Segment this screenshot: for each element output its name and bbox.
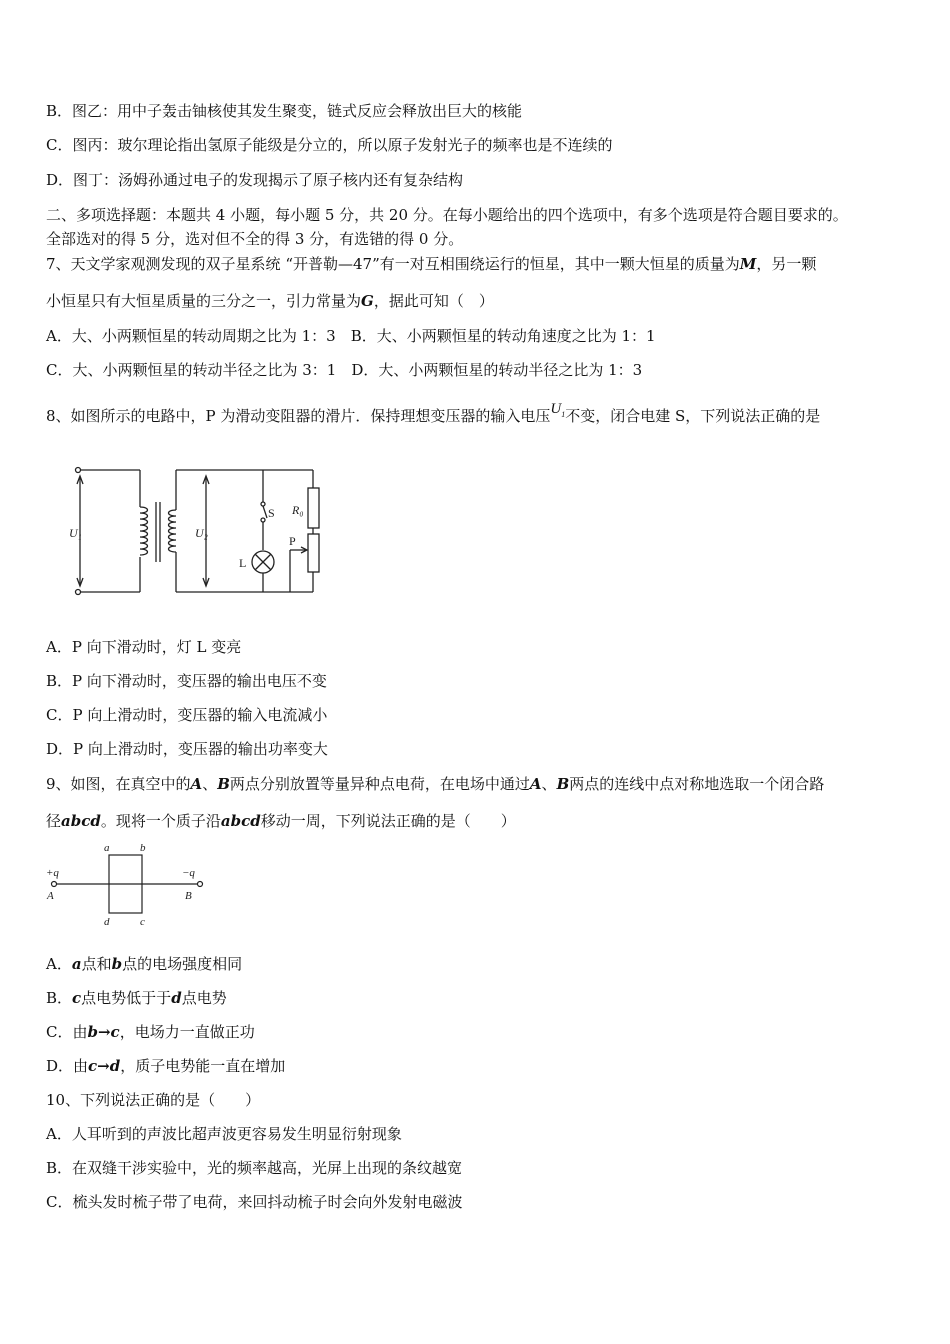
- q8-option-a: A．P 向下滑动时，灯 L 变亮: [46, 638, 242, 656]
- q8-circuit-figure: [68, 462, 338, 602]
- q7-var-m: M: [739, 255, 757, 273]
- q8-slider-label: P: [289, 534, 296, 548]
- q8-option-d: D．P 向上滑动时，变压器的输出功率变大: [46, 740, 328, 758]
- q9-option-a: A．a点和b点的电场强度相同: [46, 955, 243, 973]
- q7-stem-text: 小恒星只有大恒星质量的三分之一，引力常量为: [46, 292, 362, 310]
- q6-option-b: B．图乙：用中子轰击铀核使其发生聚变，链式反应会释放出巨大的核能: [46, 102, 523, 120]
- q7-stem-text: ，据此可知（ ）: [373, 292, 494, 310]
- q9-option-d: D．由c→d，质子电势能一直在增加: [46, 1057, 286, 1075]
- q9-charge-figure: [42, 840, 212, 932]
- q8-lamp-label: L: [239, 556, 247, 570]
- q8-u2-label: U₂: [195, 526, 208, 540]
- q8-stem-text: 不变，闭合电建 S，下列说法正确的是: [565, 407, 821, 425]
- q7-stem-text: ，另一颗: [756, 255, 817, 273]
- q10-option-a: A．人耳听到的声波比超声波更容易发生明显衍射现象: [46, 1125, 402, 1143]
- q6-option-d: D．图丁：汤姆孙通过电子的发现揭示了原子核内还有复杂结构: [46, 171, 464, 189]
- q7-var-g: G: [361, 292, 374, 310]
- q9-corner-d: d: [104, 916, 110, 928]
- q7-stem-line1: [46, 254, 910, 274]
- section2-heading-line1: 二、多项选择题：本题共 4 小题，每小题 5 分，共 20 分。在每小题给出的四个选项中，有多个选项是符合题目要求的。: [46, 206, 848, 224]
- q10-option-c: C．梳头发时梳子带了电荷，来回抖动梳子时会向外发射电磁波: [46, 1193, 463, 1211]
- q10-stem: 10、下列说法正确的是（ ）: [46, 1091, 261, 1109]
- q9-option-c: C．由b→c，电场力一直做正功: [46, 1023, 255, 1041]
- q6-option-c: C．图丙：玻尔理论指出氢原子能级是分立的，所以原子发射光子的频率也是不连续的: [46, 136, 613, 154]
- q8-stem: [46, 401, 910, 433]
- q9-option-b: B．c点电势低于于d点电势: [46, 989, 227, 1007]
- section2-heading-line2: 全部选对的得 5 分，选对但不全的得 3 分，有选错的得 0 分。: [46, 230, 464, 248]
- q8-u1-symbol: $U_1$: [550, 401, 566, 419]
- q7-stem-text: 7、天文学家观测发现的双子星系统 “开普勒—47”有一对互相围绕运行的恒星，其中一颗大恒星的质量为: [46, 255, 740, 273]
- q9-a-point-label: A: [47, 890, 54, 902]
- q10-option-b: B．在双缝干涉实验中，光的频率越高，光屏上出现的条纹越宽: [46, 1159, 463, 1177]
- q8-option-b: B．P 向下滑动时，变压器的输出电压不变: [46, 672, 327, 690]
- q9-corner-b: b: [140, 842, 146, 854]
- q7-stem-line2: [46, 291, 910, 311]
- q9-plus-q-label: +q: [46, 867, 59, 879]
- q9-corner-a: a: [104, 842, 110, 854]
- q9-b-point-label: B: [185, 890, 192, 902]
- q9-corner-c: c: [140, 916, 145, 928]
- q7-options-ab: A．大、小两颗恒星的转动周期之比为 1：3 B．大、小两颗恒星的转动角速度之比为 1：1: [46, 327, 656, 345]
- q9-stem-line2: 径abcd。现将一个质子沿abcd移动一周，下列说法正确的是（ ）: [46, 812, 516, 830]
- q8-switch-label: S: [268, 506, 275, 520]
- q7-options-cd: C．大、小两颗恒星的转动半径之比为 3：1 D．大、小两颗恒星的转动半径之比为 1：3: [46, 361, 643, 379]
- q8-stem-text: 8、如图所示的电路中，P 为滑动变阻器的滑片．保持理想变压器的输入电压: [46, 407, 551, 425]
- q9-minus-q-label: −q: [182, 867, 195, 879]
- q8-r0-label: R₀: [292, 503, 304, 517]
- q8-u1-label: U₁: [69, 526, 82, 540]
- q9-stem-line1: 9、如图，在真空中的A、B两点分别放置等量异种点电荷，在电场中通过A、B两点的连线中点对称地选取一个闭合路: [46, 775, 825, 793]
- q8-option-c: C．P 向上滑动时，变压器的输入电流减小: [46, 706, 328, 724]
